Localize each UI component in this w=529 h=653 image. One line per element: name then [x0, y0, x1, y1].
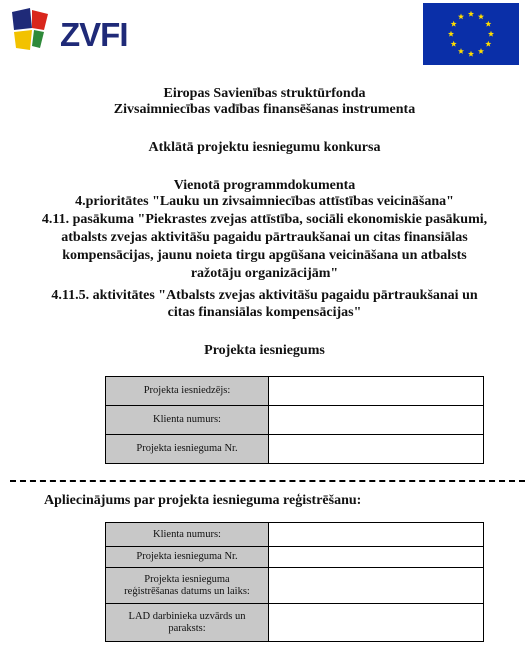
- table-row: [106, 406, 484, 435]
- row-label-line-2: reģistrēšanas datums un laiks:: [124, 585, 250, 597]
- contest-title: Atklātā projektu iesniegumu konkursa: [148, 140, 381, 155]
- row-label-line-2: paraksts:: [168, 622, 206, 634]
- row-label-line-1: Projekta iesnieguma: [144, 573, 230, 585]
- row-label: [106, 604, 269, 642]
- application-number-field[interactable]: [269, 435, 484, 464]
- table-row: [106, 568, 484, 604]
- eu-flag-icon: [423, 3, 519, 65]
- applicant-field[interactable]: [269, 377, 484, 406]
- activity-line-2: citas finansiālas kompensācijas": [167, 305, 362, 320]
- table-row: [106, 523, 484, 547]
- row-label: Klienta numurs:: [106, 523, 269, 547]
- table-row: [106, 547, 484, 568]
- table-row: [106, 377, 484, 406]
- row-label: Klienta numurs:: [106, 406, 269, 435]
- row-label-line-1: LAD darbinieka uzvārds un: [128, 610, 246, 622]
- zvfi-logo-mark: [10, 6, 56, 54]
- cut-line-divider: [10, 480, 525, 482]
- measure-line-4: ražotāju organizācijām": [190, 266, 339, 281]
- logo-text: ZVFI: [60, 16, 128, 53]
- measure-line-2: atbalsts zvejas aktivitāšu pagaidu pārtraukšanai un citas finansiālas: [61, 230, 468, 245]
- registration-table: [105, 522, 484, 642]
- application-number-field[interactable]: [269, 547, 484, 568]
- measure-line-1: 4.11. pasākuma "Piekrastes zvejas attīstība, sociāli ekonomiskie pasākumi,: [41, 212, 488, 227]
- program-title: Vienotā programmdokumenta: [173, 178, 356, 193]
- table-row: [106, 604, 484, 642]
- row-label: Projekta iesnieguma Nr.: [106, 547, 269, 568]
- application-table: [105, 376, 484, 464]
- table-row: [106, 435, 484, 464]
- row-label: Projekta iesnieguma Nr.: [106, 435, 269, 464]
- client-number-field[interactable]: [269, 406, 484, 435]
- priority-text: 4.prioritātes "Lauku un zivsaimniecības attīstības veicināšana": [75, 194, 454, 209]
- header-line-2: Zivsaimniecības vadības finansēšanas instrumenta: [113, 102, 416, 117]
- form2-title: Apliecinājums par projekta iesnieguma reģistrēšanu:: [44, 493, 362, 508]
- measure-line-3: kompensācijas, jaunu noieta tirgu apgūšana veicināšana un atbalsts: [62, 248, 467, 263]
- zvfi-logo: [10, 6, 128, 54]
- row-label: Projekta iesniedzējs:: [106, 377, 269, 406]
- activity-line-1: 4.11.5. aktivitātes "Atbalsts zvejas aktivitāšu pagaidu pārtraukšanai un: [51, 288, 478, 303]
- row-label: [106, 568, 269, 604]
- registration-date-time-field[interactable]: [269, 568, 484, 604]
- client-number-field[interactable]: [269, 523, 484, 547]
- employee-signature-field[interactable]: [269, 604, 484, 642]
- form1-title: Projekta iesniegums: [204, 343, 325, 358]
- header-line-1: Eiropas Savienības struktūrfonda: [163, 86, 366, 101]
